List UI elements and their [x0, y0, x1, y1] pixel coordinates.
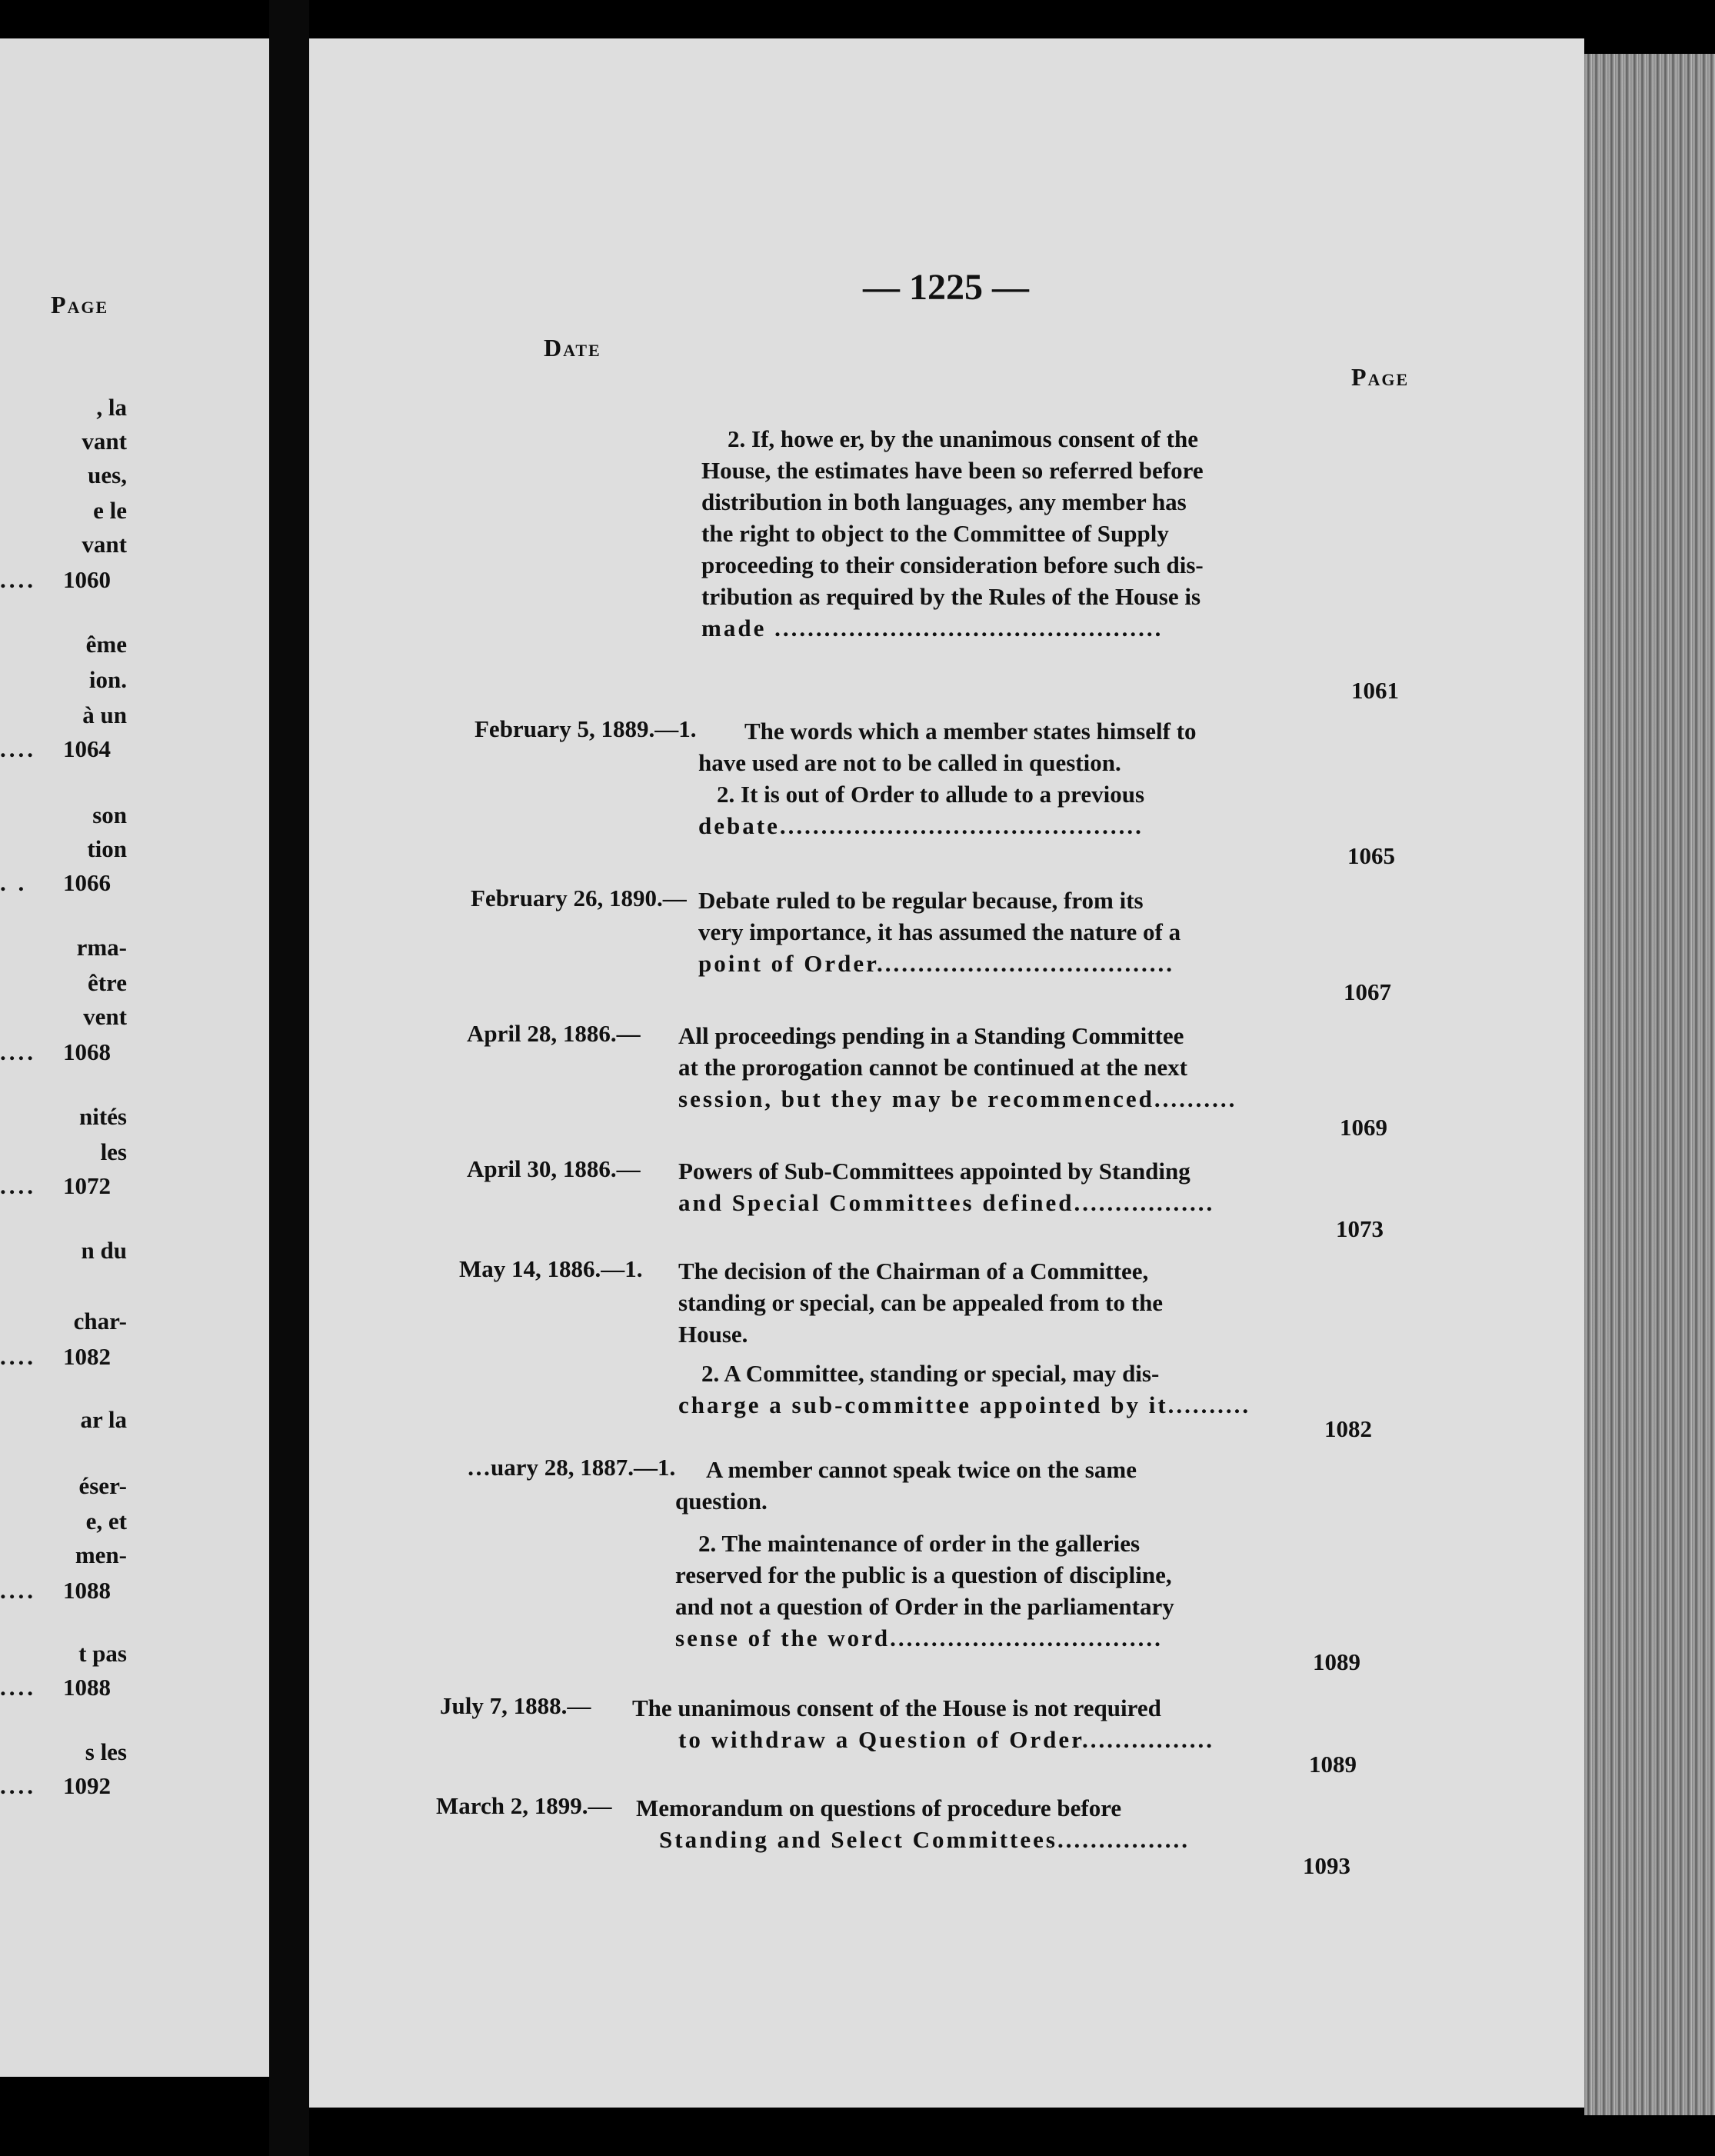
left-page-number: 1068 — [63, 1038, 111, 1065]
entry-line: standing or special, can be appealed from to the — [678, 1289, 1164, 1316]
entry-line: very importance, it has assumed the nature of a — [698, 918, 1181, 945]
left-leader: . . — [0, 869, 28, 896]
entry-line: 2. If, howe er, by the unanimous consent of the — [728, 425, 1199, 452]
left-fragment: être — [87, 969, 127, 996]
entry-line: House. — [678, 1321, 748, 1348]
page-column-header: Page — [1351, 363, 1410, 391]
left-fragment: t pas — [78, 1640, 127, 1667]
left-fragment: ar la — [80, 1406, 127, 1433]
entry-line: tribution as required by the Rules of the House is — [701, 583, 1201, 610]
entry-date: July 7, 1888.— — [440, 1692, 591, 1719]
left-page-header: Page — [51, 291, 109, 318]
entry-line: charge a sub-committee appointed by it.......... — [678, 1391, 1251, 1418]
entry-date: February 26, 1890.— — [471, 885, 687, 911]
left-page — [0, 38, 269, 2077]
entry-line: Powers of Sub-Committees appointed by Standing — [678, 1158, 1191, 1185]
entry-text — [678, 1255, 1309, 1421]
entry-date: February 5, 1889.—1. — [475, 715, 697, 742]
left-fragment: e le — [93, 497, 127, 524]
left-fragment: men- — [75, 1541, 127, 1568]
entry-line: reserved for the public is a question of discipline, — [675, 1561, 1172, 1588]
left-page-number: 1082 — [63, 1343, 111, 1370]
left-page-number: 1092 — [63, 1772, 111, 1799]
entry-page: 1089 — [1313, 1648, 1360, 1675]
entry-line: Memorandum on questions of procedure before — [636, 1794, 1122, 1821]
left-fragment: nités — [79, 1103, 127, 1130]
left-page-number: 1064 — [63, 735, 111, 762]
entry-line: All proceedings pending in a Standing Committee — [678, 1022, 1184, 1049]
left-fragment: e, et — [85, 1508, 127, 1535]
entry-line: 2. The maintenance of order in the galleries — [698, 1530, 1141, 1557]
entry-page: 1082 — [1324, 1415, 1372, 1442]
left-page-number: 1072 — [63, 1172, 111, 1199]
entry-line: question. — [675, 1488, 768, 1515]
entry-line: sense of the word................................. — [675, 1624, 1163, 1651]
left-leader: .... — [0, 1038, 36, 1065]
entry-page: 1089 — [1309, 1751, 1357, 1778]
left-fragment: son — [92, 801, 127, 828]
left-fragment: ion. — [88, 666, 127, 693]
entry-date: March 2, 1899.— — [436, 1792, 612, 1819]
entry-line: made ............................................... — [701, 615, 1164, 641]
left-fragment: n du — [81, 1237, 127, 1264]
right-page — [309, 38, 1584, 2108]
entry-page: 1093 — [1303, 1852, 1350, 1879]
entry-page: 1065 — [1347, 842, 1395, 869]
left-fragment: char- — [73, 1308, 127, 1335]
left-fragment: , la — [96, 394, 127, 421]
entry-line: and Special Committees defined................. — [678, 1189, 1215, 1216]
left-leader: .... — [0, 1772, 36, 1799]
left-leader: .... — [0, 735, 36, 762]
entry-text — [678, 1020, 1309, 1115]
entry-date: May 14, 1886.—1. — [459, 1255, 643, 1282]
entry-date: …uary 28, 1887.—1. — [467, 1454, 676, 1481]
left-fragment: éser- — [78, 1472, 127, 1499]
book-gutter — [269, 0, 309, 2156]
book-page-edges — [1584, 54, 1715, 2115]
entry-line: 2. It is out of Order to allude to a previous — [717, 781, 1145, 808]
entry-line: The decision of the Chairman of a Committee, — [678, 1258, 1149, 1285]
entry-line: A member cannot speak twice on the same — [706, 1456, 1137, 1483]
entry-text — [701, 423, 1317, 644]
entry-page: 1073 — [1336, 1215, 1384, 1242]
entry-date: April 30, 1886.— — [467, 1155, 641, 1182]
left-fragment: rma- — [76, 934, 127, 961]
entry-text — [698, 715, 1314, 841]
left-leader: .... — [0, 1674, 36, 1701]
entry-line: Standing and Select Committees................ — [659, 1826, 1190, 1853]
entry-text — [698, 885, 1314, 979]
left-leader: .... — [0, 1577, 36, 1604]
left-fragment: vant — [82, 428, 127, 455]
entry-line: distribution in both languages, any member has — [701, 488, 1187, 515]
entry-page: 1067 — [1344, 978, 1391, 1005]
entry-page: 1061 — [1351, 677, 1399, 704]
left-fragment: ême — [85, 631, 127, 658]
left-leader: .... — [0, 1172, 36, 1199]
entry-line: to withdraw a Question of Order................ — [678, 1726, 1214, 1753]
entry-text — [632, 1692, 1324, 1755]
entry-line: House, the estimates have been so referred before — [701, 457, 1204, 484]
entry-text — [678, 1155, 1309, 1218]
entry-text — [675, 1454, 1306, 1654]
entry-line: The words which a member states himself to — [744, 718, 1197, 745]
entry-page: 1069 — [1340, 1114, 1387, 1141]
left-fragment: les — [100, 1138, 127, 1165]
date-column-header: Date — [544, 334, 601, 362]
entry-line: have used are not to be called in question. — [698, 749, 1121, 776]
left-leader: .... — [0, 1343, 36, 1370]
page-number: — 1225 — — [863, 267, 1029, 308]
entry-date: April 28, 1886.— — [467, 1020, 641, 1047]
left-fragment: s les — [85, 1738, 127, 1765]
left-page-number: 1088 — [63, 1674, 111, 1701]
left-leader: .... — [0, 566, 36, 593]
left-fragment: tion — [87, 835, 127, 862]
entry-line: debate............................................ — [698, 812, 1144, 839]
entry-line: session, but they may be recommenced.......... — [678, 1085, 1237, 1112]
entry-line: point of Order.................................... — [698, 950, 1175, 977]
entry-line: 2. A Committee, standing or special, may dis- — [701, 1360, 1160, 1387]
left-page-number: 1060 — [63, 566, 111, 593]
left-fragment: ues, — [88, 462, 127, 488]
entry-line: at the prorogation cannot be continued at the next — [678, 1054, 1187, 1081]
entry-line: Debate ruled to be regular because, from its — [698, 887, 1144, 914]
left-fragment: vent — [83, 1003, 127, 1030]
entry-text — [636, 1792, 1328, 1855]
entry-line: The unanimous consent of the House is not required — [632, 1694, 1161, 1721]
left-fragment: à un — [82, 701, 127, 728]
left-page-number: 1066 — [63, 869, 111, 896]
entry-line: the right to object to the Committee of Supply — [701, 520, 1169, 547]
entry-line: and not a question of Order in the parliamentary — [675, 1593, 1174, 1620]
entry-line: proceeding to their consideration before such dis- — [701, 551, 1204, 578]
left-page-number: 1088 — [63, 1577, 111, 1604]
left-fragment: vant — [82, 531, 127, 558]
